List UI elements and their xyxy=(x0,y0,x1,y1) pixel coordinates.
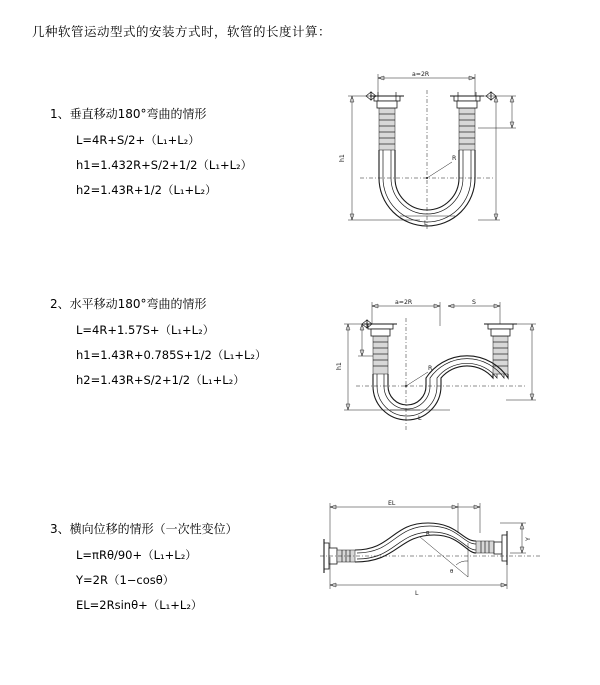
dim-top-2 xyxy=(372,299,500,326)
svg-text:Y: Y xyxy=(525,537,532,541)
section-2-formula-2: h1=1.43R+0.785S+1/2（L₁+L₂） xyxy=(76,348,267,362)
section-3-text xyxy=(50,520,310,622)
angle-callout-3 xyxy=(420,531,468,577)
svg-text:R: R xyxy=(452,155,457,162)
section-2-formula-3: h2=1.43R+S/2+1/2（L₁+L₂） xyxy=(76,373,245,387)
svg-text:θ: θ xyxy=(450,569,454,575)
hose-right-riser-2 xyxy=(484,324,517,374)
dim-right xyxy=(478,96,516,220)
section-2-title: 2、水平移动180°弯曲的情形 xyxy=(50,297,207,311)
section-1-formula-3: h2=1.43R+1/2（L₁+L₂） xyxy=(76,183,217,197)
dim-right-2 xyxy=(506,324,536,400)
section-3-diagram xyxy=(300,485,590,685)
flange-right-3 xyxy=(476,531,507,565)
section-1-diagram xyxy=(300,70,590,270)
svg-text:a=2R: a=2R xyxy=(395,299,413,306)
section-1-text xyxy=(50,105,310,207)
svg-text:L: L xyxy=(415,590,419,597)
section-1-title: 1、垂直移动180°弯曲的情形 xyxy=(50,107,207,121)
hose-left-riser xyxy=(370,92,404,150)
dim-bottom-2 xyxy=(390,410,450,422)
svg-text:h1: h1 xyxy=(339,154,346,162)
section-1-formula-1: L=4R+S/2+（L₁+L₂） xyxy=(76,133,200,147)
hose-left-riser-2 xyxy=(362,320,397,374)
svg-text:L: L xyxy=(424,220,428,227)
page-title: 几种软管运动型式的安装方式时，软管的长度计算： xyxy=(32,24,332,39)
section-3-formula-1: L=πRθ/90+（L₁+L₂） xyxy=(76,548,197,562)
section-3-formula-2: Y=2R（1−cosθ） xyxy=(76,573,175,587)
svg-text:h1: h1 xyxy=(336,362,343,370)
svg-text:R: R xyxy=(426,531,430,537)
section-2-text xyxy=(50,295,310,397)
svg-text:R: R xyxy=(428,365,433,372)
svg-text:S: S xyxy=(472,299,476,306)
section-2-diagram xyxy=(300,260,590,460)
hose-s-bend-2 xyxy=(373,356,508,420)
svg-text:a=2R: a=2R xyxy=(412,71,430,78)
section-3-title: 3、横向位移的情形（一次性变位） xyxy=(50,522,238,536)
svg-text:L: L xyxy=(418,415,422,422)
hose-right-riser xyxy=(450,92,484,150)
section-2-formula-1: L=4R+1.57S+（L₁+L₂） xyxy=(76,323,215,337)
section-3-formula-3: EL=2Rsinθ+（L₁+L₂） xyxy=(76,598,203,612)
radius-callout xyxy=(426,155,457,179)
hose-u-bend xyxy=(379,150,475,226)
svg-text:EL: EL xyxy=(388,500,396,507)
dim-bottom-3 xyxy=(330,557,507,597)
section-1-formula-2: h1=1.432R+S/2+1/2（L₁+L₂） xyxy=(76,158,253,172)
radius-callout-2 xyxy=(405,365,433,387)
